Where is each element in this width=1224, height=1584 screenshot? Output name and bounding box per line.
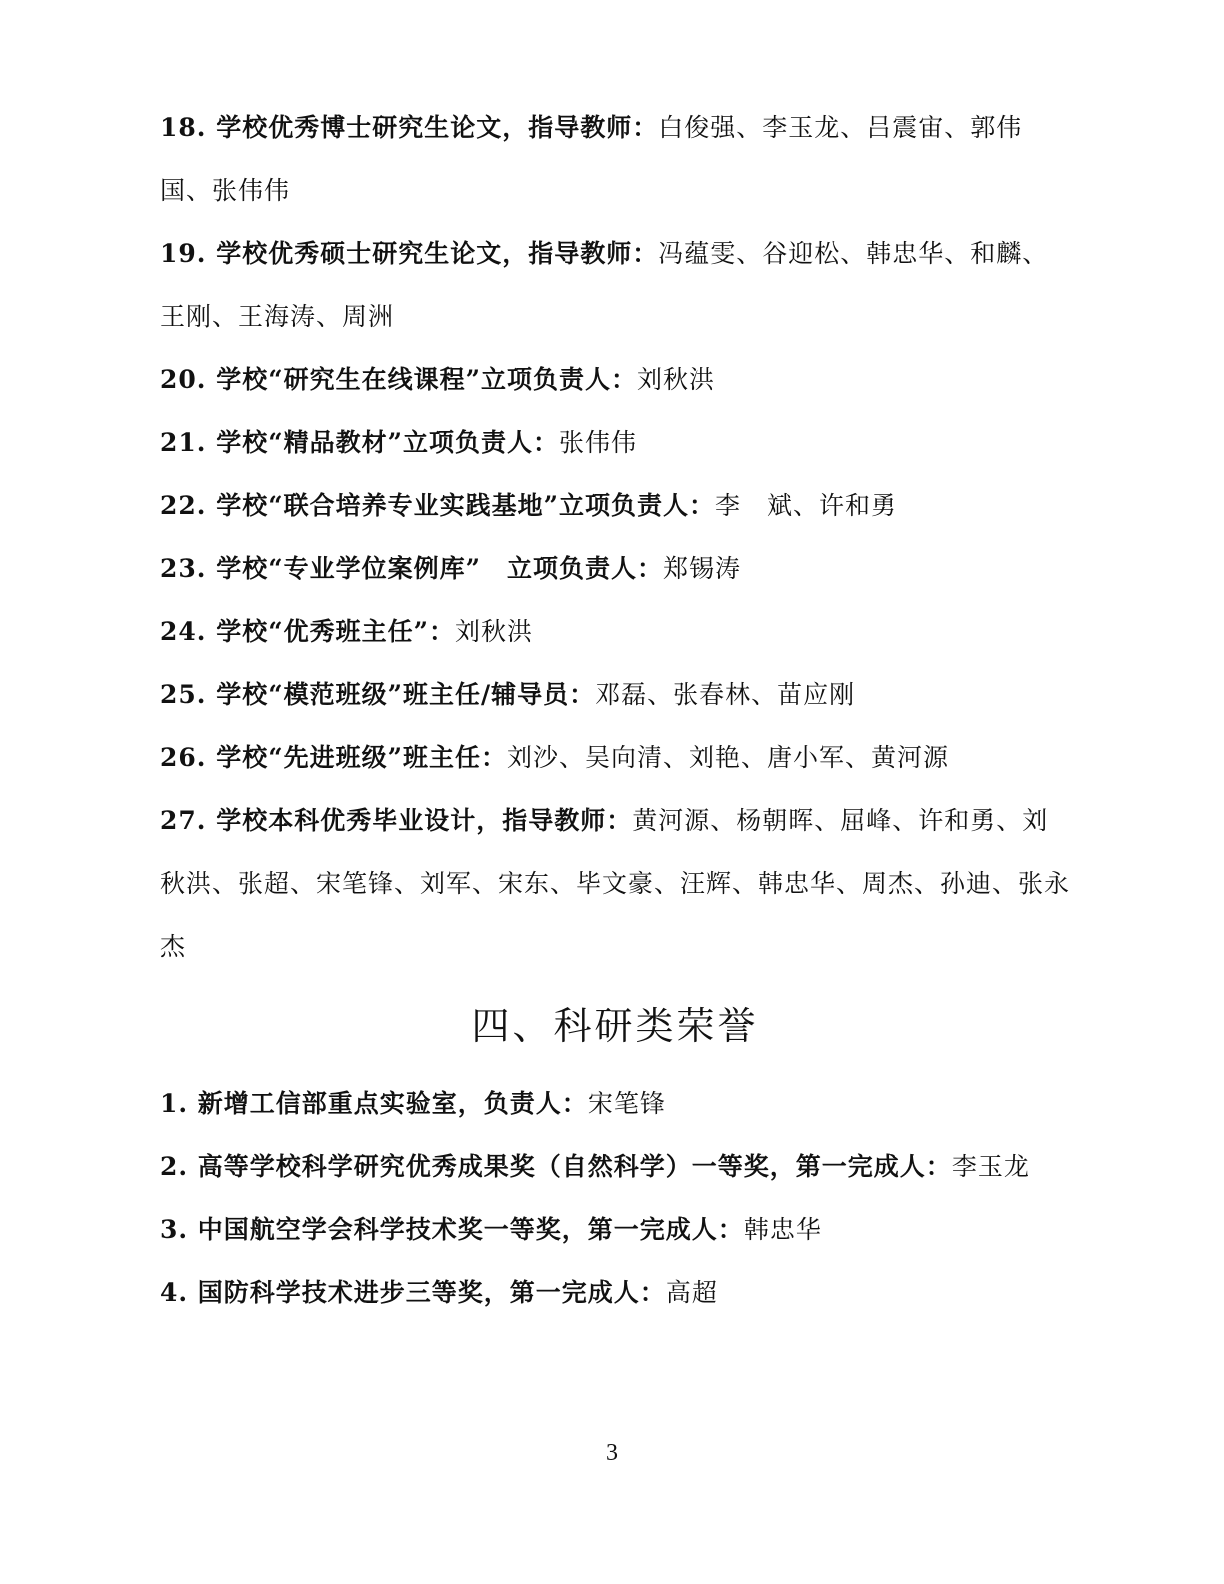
item-names: 李玉龙 [951, 1152, 1030, 1181]
item-label: 24. 学校“优秀班主任”： [160, 617, 455, 646]
item-label: 1. 新增工信部重点实验室，负责人： [160, 1089, 588, 1118]
list-item [160, 348, 1070, 411]
item-label: 26. 学校“先进班级”班主任： [160, 743, 507, 772]
item-label: 22. 学校“联合培养专业实践基地”立项负责人： [160, 491, 715, 520]
section-title: 四、科研类荣誉 [471, 1004, 759, 1048]
item-names: 张伟伟 [558, 428, 637, 457]
list-item [160, 726, 1070, 789]
item-label: 27. 学校本科优秀毕业设计，指导教师： [160, 806, 633, 835]
list-item [160, 474, 1070, 537]
list-item [160, 789, 1070, 978]
item-names: 白俊强、李玉龙、吕震宙、郭伟国、张伟伟 [160, 113, 1023, 205]
item-names: 宋笔锋 [587, 1089, 666, 1118]
item-label: 19. 学校优秀硕士研究生论文，指导教师： [160, 239, 659, 268]
list-item [160, 537, 1070, 600]
item-names: 高超 [665, 1278, 718, 1307]
item-names: 邓磊、张春林、苗应刚 [595, 680, 856, 709]
item-names: 黄河源、杨朝晖、屈峰、许和勇、刘秋洪、张超、宋笔锋、刘军、宋东、毕文豪、汪辉、韩忠华、周杰、孙迪、张永杰 [160, 806, 1071, 961]
list-item [160, 663, 1070, 726]
item-label: 2. 高等学校科学研究优秀成果奖（自然科学）一等奖，第一完成人： [160, 1152, 952, 1181]
list-item [160, 1261, 1070, 1324]
item-label: 23. 学校“专业学位案例库” 立项负责人： [160, 554, 663, 583]
item-names: 刘秋洪 [454, 617, 533, 646]
item-names: 郑锡涛 [662, 554, 741, 583]
item-label: 4. 国防科学技术进步三等奖，第一完成人： [160, 1278, 666, 1307]
document-body [160, 96, 1070, 1324]
list-item [160, 1135, 1070, 1198]
item-names: 冯蕴雯、谷迎松、韩忠华、和麟、王刚、王海涛、周洲 [160, 239, 1049, 331]
list-item [160, 1072, 1070, 1135]
list-item [160, 600, 1070, 663]
item-label: 20. 学校“研究生在线课程”立项负责人： [160, 365, 637, 394]
list-item [160, 411, 1070, 474]
item-label: 18. 学校优秀博士研究生论文，指导教师： [160, 113, 659, 142]
item-label: 21. 学校“精品教材”立项负责人： [160, 428, 559, 457]
item-names: 刘秋洪 [636, 365, 715, 394]
page-number: 3 [606, 1440, 618, 1466]
list-item [160, 1198, 1070, 1261]
list-item [160, 222, 1070, 348]
item-label: 3. 中国航空学会科学技术奖一等奖，第一完成人： [160, 1215, 744, 1244]
list-item [160, 96, 1070, 222]
item-label: 25. 学校“模范班级”班主任/辅导员： [160, 680, 596, 709]
item-names: 刘沙、吴向清、刘艳、唐小军、黄河源 [506, 743, 949, 772]
item-names: 韩忠华 [743, 1215, 822, 1244]
item-names: 李 斌、许和勇 [714, 491, 897, 520]
